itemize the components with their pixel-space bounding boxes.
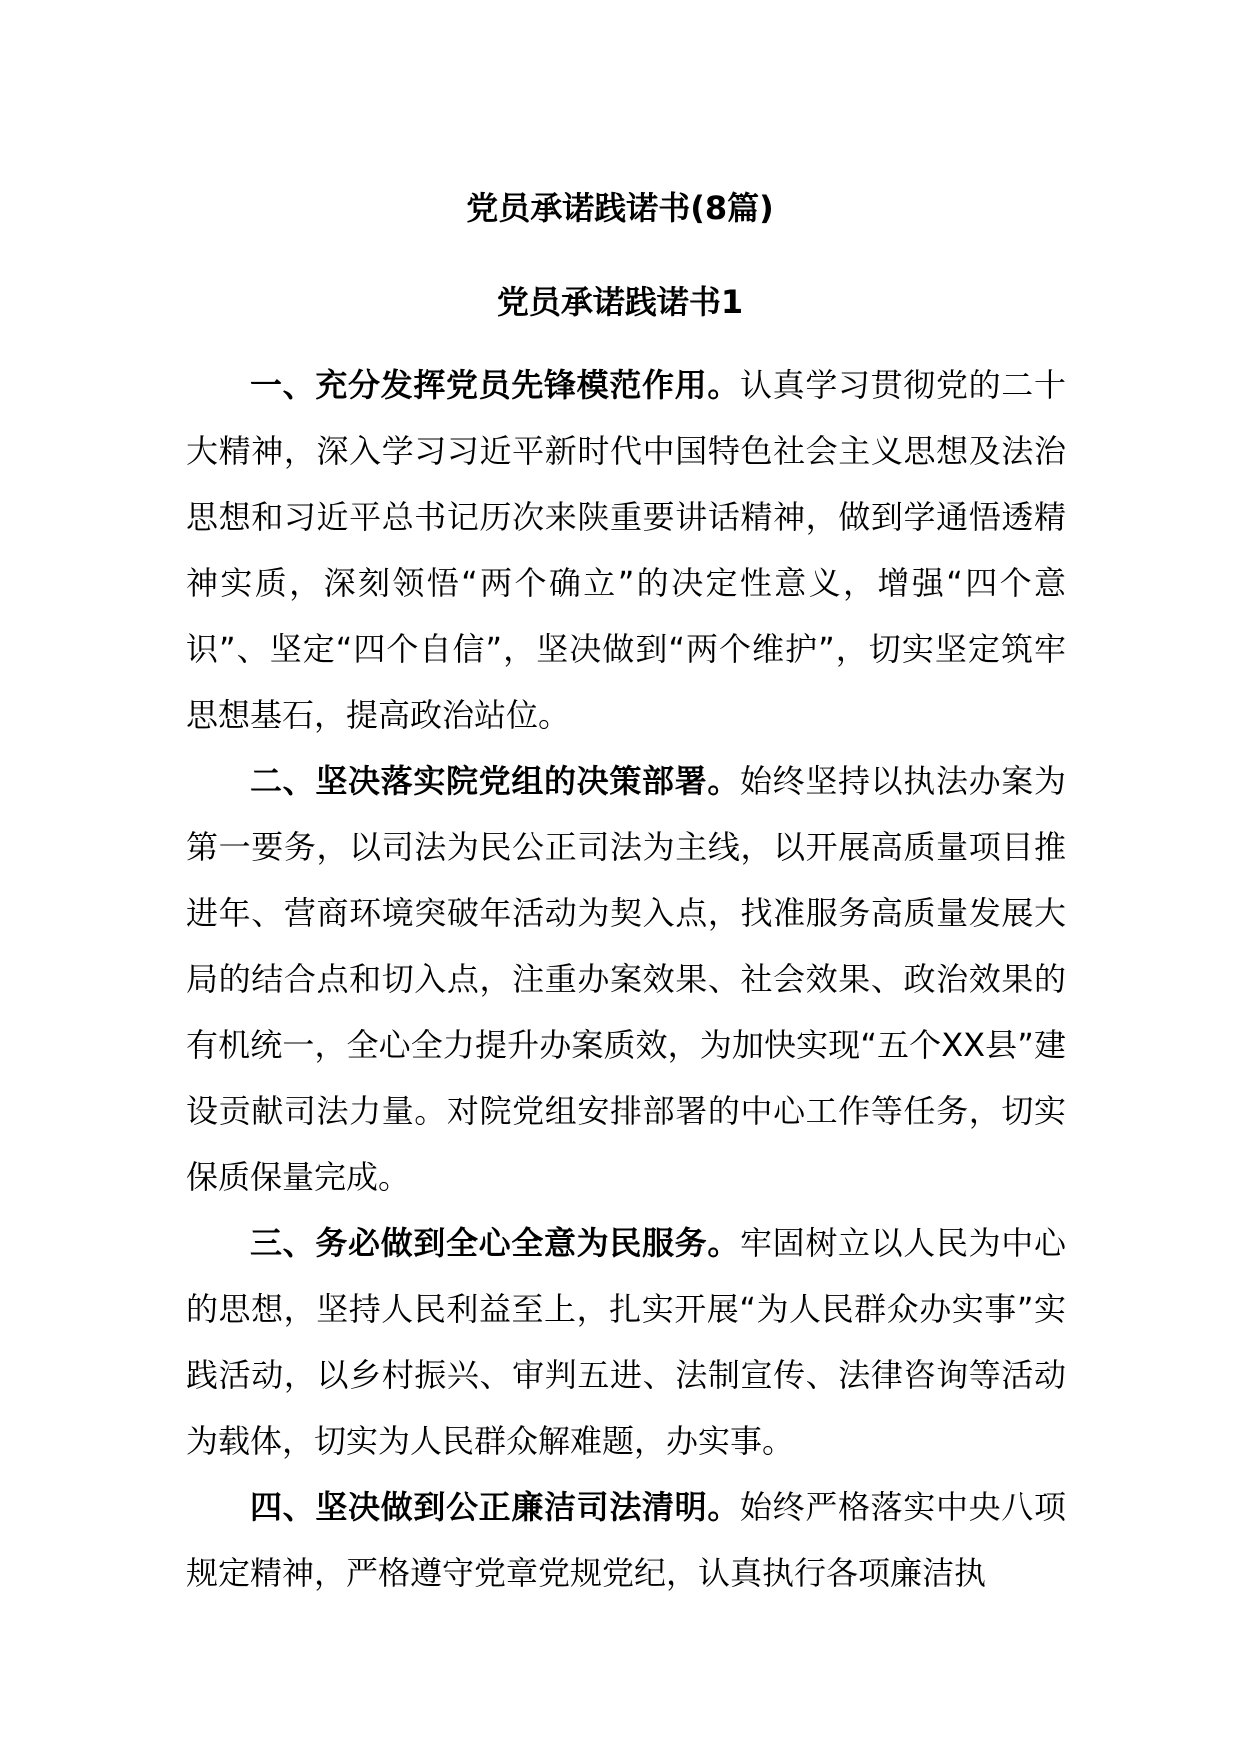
document-title: 党员承诺践诺书(8篇) xyxy=(466,189,774,227)
paragraph-2-text: 始终坚持以执法办案为第一要务，以司法为民公正司法为主线，以开展高质量项目推进年、营商环境突破年活动为契入点，找准服务高质量发展大局的结合点和切入点，注重办案效果、社会效果、政治效果的有机统一，全心全力提升办案质效，为加快实现“五个XX县”建设贡献司法力量。对院党组安排部署的中心工作等任务，切实保质保量完成。 xyxy=(186,762,1066,1196)
paragraph-2 xyxy=(186,748,1066,1210)
paragraph-3 xyxy=(186,1210,1066,1474)
paragraph-3-text: 牢固树立以人民为中心的思想，坚持人民利益至上，扎实开展“为人民群众办实事”实践活动，以乡村振兴、审判五进、法制宣传、法律咨询等活动为载体，切实为人民群众解难题，办实事。 xyxy=(186,1224,1066,1460)
paragraph-2-lead: 二、坚决落实院党组的决策部署。 xyxy=(250,762,740,800)
paragraph-1-text: 认真学习贯彻党的二十大精神，深入学习习近平新时代中国特色社会主义思想及法治思想和习近平总书记历次来陕重要讲话精神，做到学通悟透精神实质，深刻领悟“两个确立”的决定性意义，增强“四个意识”、坚定“四个自信”，坚决做到“两个维护”，切实坚定筑牢思想基石，提高政治站位。 xyxy=(186,366,1066,734)
paragraph-4 xyxy=(186,1474,1066,1606)
paragraph-4-text: 始终严格落实中央八项规定精神，严格遵守党章党规党纪，认真执行各项廉洁执 xyxy=(186,1488,1066,1592)
paragraph-1-lead: 一、充分发挥党员先锋模范作用。 xyxy=(250,366,740,404)
paragraph-1 xyxy=(186,352,1066,748)
document-body xyxy=(186,352,1066,1606)
paragraph-3-lead: 三、务必做到全心全意为民服务。 xyxy=(250,1224,740,1262)
document-subtitle: 党员承诺践诺书1 xyxy=(496,283,744,321)
paragraph-4-lead: 四、坚决做到公正廉洁司法清明。 xyxy=(250,1488,740,1526)
